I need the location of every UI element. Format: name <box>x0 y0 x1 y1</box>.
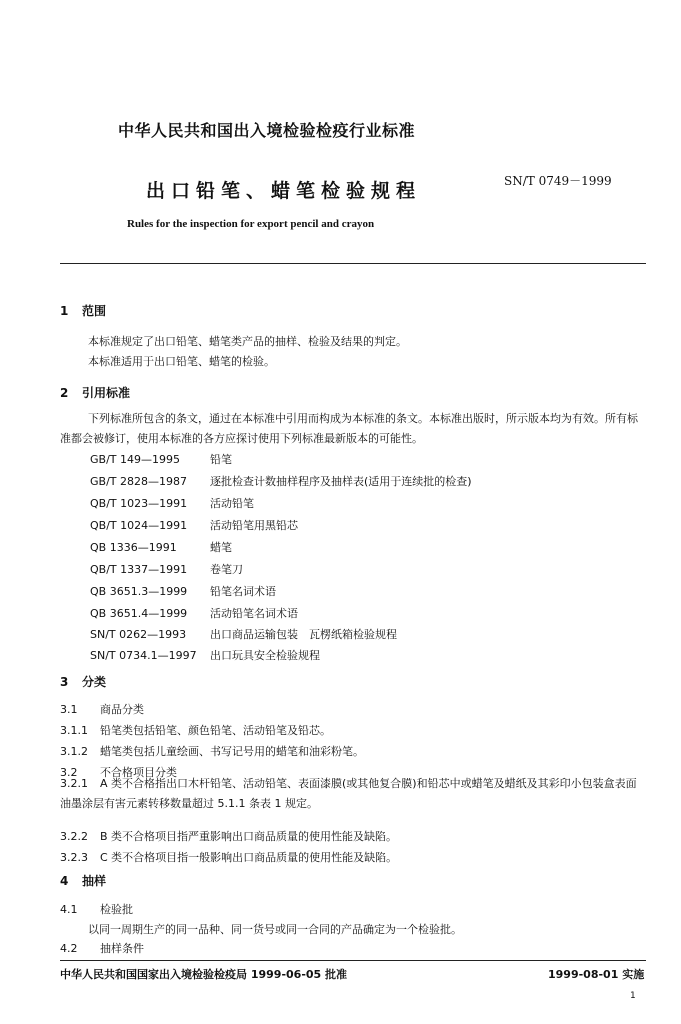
reference-item: QB 1336—1991 蜡笔 <box>90 541 232 554</box>
issuing-body-header: 中华人民共和国出入境检验检疫行业标准 <box>118 121 416 140</box>
reference-item: GB/T 2828—1987 逐批检查计数抽样程序及抽样表(适用于连续批的检查) <box>90 475 472 488</box>
clause-item: 3.1 商品分类 <box>60 703 144 716</box>
clause-item: 3.2.1 A 类不合格指出口木杆铅笔、活动铅笔、表面漆膜(或其他复合膜)和铅芯中或蜡笔及蜡纸及其彩印小包装盒表面油墨涂层有害元素转移数量超过 5.1.1 条表 1 规定。 <box>60 777 637 810</box>
standard-title-en: Rules for the inspection for export pencil and crayon <box>127 218 375 230</box>
clause-item: 3.1.1 铅笔类包括铅笔、颜色铅笔、活动铅笔及铅芯。 <box>60 724 331 737</box>
header-divider <box>60 263 646 264</box>
section-title: 分类 <box>82 675 107 689</box>
approval-date: 中华人民共和国国家出入境检验检疫局 1999-06-05 批准 <box>60 968 348 981</box>
reference-item: QB 3651.4—1999 活动铅笔名词术语 <box>90 607 298 620</box>
section-number: 3 <box>60 675 69 689</box>
section-2-paragraph: 下列标准所包含的条文，通过在本标准中引用而构成为本标准的条文。本标准出版时，所示版本均为有效。所有标准都会被修订，使用本标准的各方应探讨使用下列标准最新版本的可能性。 <box>60 412 638 445</box>
clause-paragraph: 以同一周期生产的同一品种、同一货号或同一合同的产品确定为一个检验批。 <box>88 923 462 936</box>
reference-item: QB/T 1023—1991 活动铅笔 <box>90 497 254 510</box>
section-4-heading <box>60 872 106 889</box>
reference-item: GB/T 149—1995 铅笔 <box>90 453 232 466</box>
section-number: 1 <box>60 304 69 318</box>
clause-item: 3.2.3 C 类不合格项目指一般影响出口商品质量的使用性能及缺陷。 <box>60 851 398 864</box>
section-title: 抽样 <box>82 874 107 888</box>
page-number: 1 <box>630 991 636 1001</box>
section-2-heading <box>60 384 130 401</box>
footer-divider <box>60 960 646 961</box>
clause-item: 3.2.2 B 类不合格项目指严重影响出口商品质量的使用性能及缺陷。 <box>60 830 398 843</box>
section-1-paragraph-1: 本标准规定了出口铅笔、蜡笔类产品的抽样、检验及结果的判定。 <box>88 335 407 348</box>
clause-item: 3.1.2 蜡笔类包括儿童绘画、书写记号用的蜡笔和油彩粉笔。 <box>60 745 364 758</box>
section-number: 4 <box>60 874 69 888</box>
standard-number: SN/T 0749－1999 <box>504 174 612 188</box>
section-number: 2 <box>60 386 69 400</box>
clause-item: 4.2 抽样条件 <box>60 942 144 955</box>
reference-item: SN/T 0262—1993 出口商品运输包装 瓦楞纸箱检验规程 <box>90 628 397 641</box>
section-title: 范围 <box>82 304 107 318</box>
section-1-heading <box>60 302 106 319</box>
clause-item: 4.1 检验批 <box>60 903 133 916</box>
clause-item: 3.2 不合格项目分类 <box>60 766 177 779</box>
implementation-date: 1999-08-01 实施 <box>548 968 645 981</box>
reference-item: SN/T 0734.1—1997 出口玩具安全检验规程 <box>90 649 320 662</box>
standard-title-cn: 出口铅笔、蜡笔检验规程 <box>146 180 422 202</box>
section-3-heading <box>60 673 106 690</box>
reference-item: QB/T 1024—1991 活动铅笔用黑铅芯 <box>90 519 298 532</box>
section-1-paragraph-2: 本标准适用于出口铅笔、蜡笔的检验。 <box>88 355 275 368</box>
reference-item: QB 3651.3—1999 铅笔名词术语 <box>90 585 276 598</box>
section-title: 引用标准 <box>82 386 131 400</box>
reference-item: QB/T 1337—1991 卷笔刀 <box>90 563 243 576</box>
